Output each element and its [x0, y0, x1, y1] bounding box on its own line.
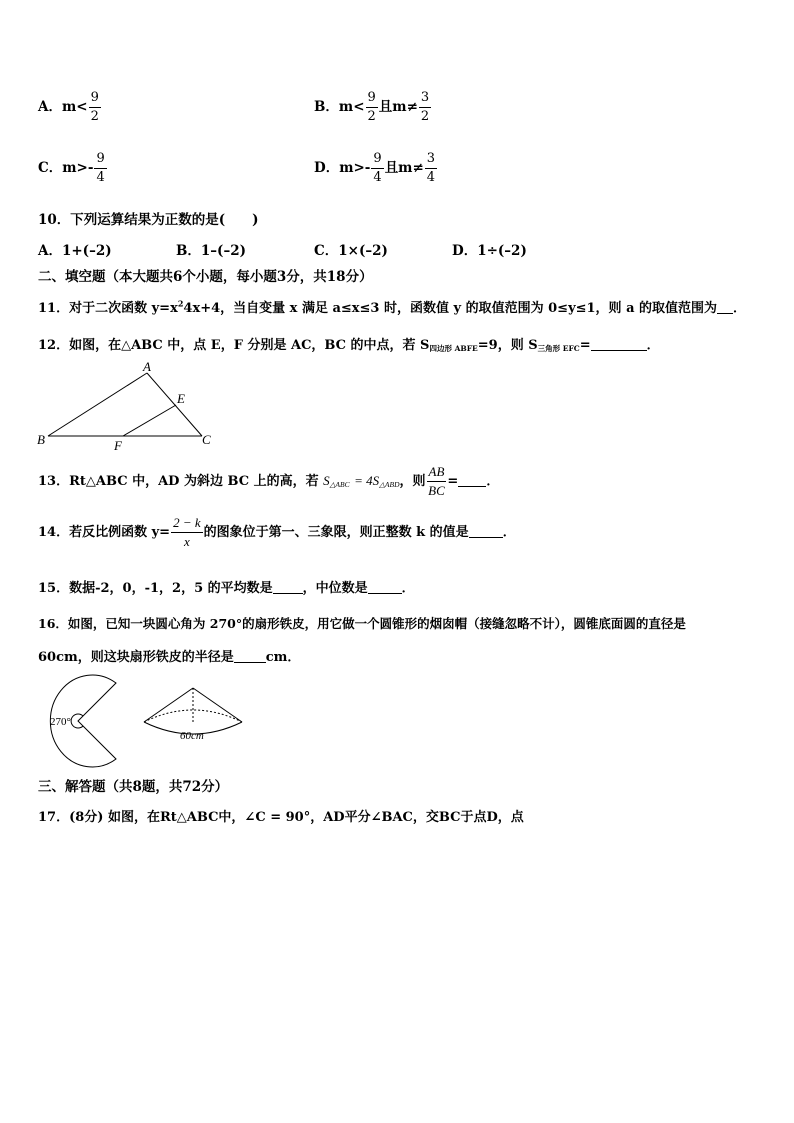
q13-s2-sub: △ABD	[379, 480, 400, 489]
label-f: F	[114, 438, 122, 453]
q14-pre: 14．若反比例函数 y=	[38, 525, 171, 540]
q10-stem: 10．下列运算结果为正数的是( )	[38, 212, 259, 228]
q9-option-b	[314, 90, 432, 125]
angle-arc	[71, 714, 83, 728]
q11-sup: 2	[177, 298, 184, 309]
q12-pre: 12．如图，在△ABC 中，点 E，F 分别是 AC，BC 的中点，若 S	[38, 338, 430, 353]
label-a: A	[143, 359, 151, 374]
q13-post: =	[447, 474, 459, 489]
section-2-heading: 二、填空题（本大题共6个小题，每小题3分，共18分）	[38, 269, 373, 285]
q12-post: =	[579, 338, 591, 353]
q17: 17．(8分) 如图，在Rt△ABC中，∠C = 90°，AD平分∠BAC，交BC于点D，点	[38, 810, 524, 825]
q9-d-den2: 4	[426, 170, 436, 185]
q14-end: ．	[502, 525, 516, 540]
q15-blank-mean[interactable]	[273, 593, 303, 594]
q9-b-mid: 且m≠	[378, 99, 418, 115]
q13-s1: S	[323, 473, 330, 488]
q10-option-b: B．1–(–2)	[176, 243, 246, 259]
side-ab	[48, 373, 147, 436]
cone-diameter-label: 60cm	[180, 730, 204, 742]
q9-option-d	[314, 151, 438, 186]
sector-figure	[36, 675, 120, 767]
label-e: E	[177, 391, 185, 406]
q13-s1-sub: △ABC	[329, 480, 350, 489]
q9-b-den2: 2	[420, 109, 430, 124]
q13-num: AB	[427, 464, 447, 482]
q13-end: ．	[486, 474, 500, 489]
q9-c-num: 9	[94, 151, 106, 169]
q15-pre: 15．数据-2，0，-1，2，5 的平均数是	[38, 581, 273, 596]
q9-d-fraction-1	[371, 151, 383, 186]
q16-line2-pre: 60cm，则这块扇形铁皮的半径是	[38, 650, 234, 665]
q13	[38, 464, 499, 499]
q15-end: ．	[401, 581, 415, 596]
q12-sub1: 四边形 ABFE	[429, 344, 478, 353]
q14-blank[interactable]	[469, 537, 503, 538]
q15-mid: ，中位数是	[302, 581, 368, 596]
cone-slant-right	[193, 688, 242, 722]
q13-then: ，则	[399, 474, 426, 489]
q9-a-num: 9	[89, 90, 101, 108]
q9-d-num1: 9	[371, 151, 383, 169]
q12-mid: =9，则 S	[477, 338, 538, 353]
label-b: B	[37, 432, 45, 447]
q9-b-fraction-1	[366, 90, 378, 125]
q10-option-c: C．1×(–2)	[314, 243, 388, 259]
q9-c-label: C．m>-	[38, 160, 94, 176]
q14-post: 的图象位于第一、三象限，则正整数 k 的值是	[203, 525, 469, 540]
q9-d-fraction-2	[425, 151, 437, 186]
segment-fe	[123, 405, 176, 436]
q9-c-fraction	[94, 151, 106, 186]
q12-sub2: 三角形 EFC	[537, 344, 580, 353]
q12-blank[interactable]	[591, 350, 647, 351]
q15-blank-median[interactable]	[368, 593, 402, 594]
q11	[38, 297, 746, 316]
q16-line-1: 16．如图，已知一块圆心角为 270°的扇形铁皮，用它做一个圆锥形的烟囱帽（接缝忽略不计），圆锥底面圆的直径是	[38, 616, 686, 631]
q9-c-den: 4	[96, 170, 105, 185]
q14-fraction	[171, 515, 203, 550]
q11-blank[interactable]	[717, 313, 733, 314]
side-ac	[147, 373, 202, 436]
q9-d-den1: 4	[373, 170, 382, 185]
q14-den: x	[183, 534, 190, 549]
q9-option-a	[38, 90, 102, 125]
q11-pre: 11．对于二次函数 y=x	[38, 301, 178, 316]
q9-b-den1: 2	[367, 109, 376, 124]
q14-num: 2 − k	[171, 515, 203, 533]
q12	[38, 334, 660, 354]
q9-a-label: A．m<	[38, 99, 88, 115]
q13-blank[interactable]	[458, 486, 486, 487]
q9-b-num1: 9	[366, 90, 378, 108]
q14	[38, 515, 516, 550]
q10-option-d: D．1÷(–2)	[452, 243, 527, 259]
cone-slant-left	[144, 688, 193, 722]
q15	[38, 577, 415, 596]
q9-b-num2: 3	[419, 90, 431, 108]
sector-angle-label: 270°	[50, 716, 71, 728]
q10-option-a: A．1+(–2)	[38, 243, 112, 259]
label-c: C	[202, 432, 211, 447]
q13-fraction	[427, 464, 447, 499]
q9-option-c	[38, 151, 108, 186]
q16-blank[interactable]	[234, 662, 266, 663]
q13-den: BC	[428, 483, 445, 498]
section-3-heading: 三、解答题（共8题，共72分）	[38, 779, 229, 795]
q11-end: ．	[733, 301, 747, 316]
q9-b-label: B．m<	[314, 99, 365, 115]
q16-line2-post: cm．	[265, 650, 301, 665]
q11-post: 4x+4，当自变量 x 满足 a≤x≤3 时，函数值 y 的取值范围为 0≤y≤1，则 a 的取值范围为	[183, 301, 718, 316]
q13-eq: = 4	[354, 473, 373, 488]
q12-end: ．	[646, 338, 660, 353]
q13-s2: S	[372, 473, 380, 488]
triangle-figure	[36, 360, 216, 454]
q16-line-2	[38, 646, 300, 665]
q9-a-fraction	[89, 90, 101, 125]
q9-b-fraction-2	[419, 90, 431, 125]
q9-a-den: 2	[90, 109, 99, 124]
q9-d-label: D．m>-	[314, 160, 371, 176]
q9-d-num2: 3	[425, 151, 437, 169]
q9-d-mid: 且m≠	[384, 160, 424, 176]
q13-pre: 13．Rt△ABC 中，AD 为斜边 BC 上的高，若	[38, 474, 319, 489]
